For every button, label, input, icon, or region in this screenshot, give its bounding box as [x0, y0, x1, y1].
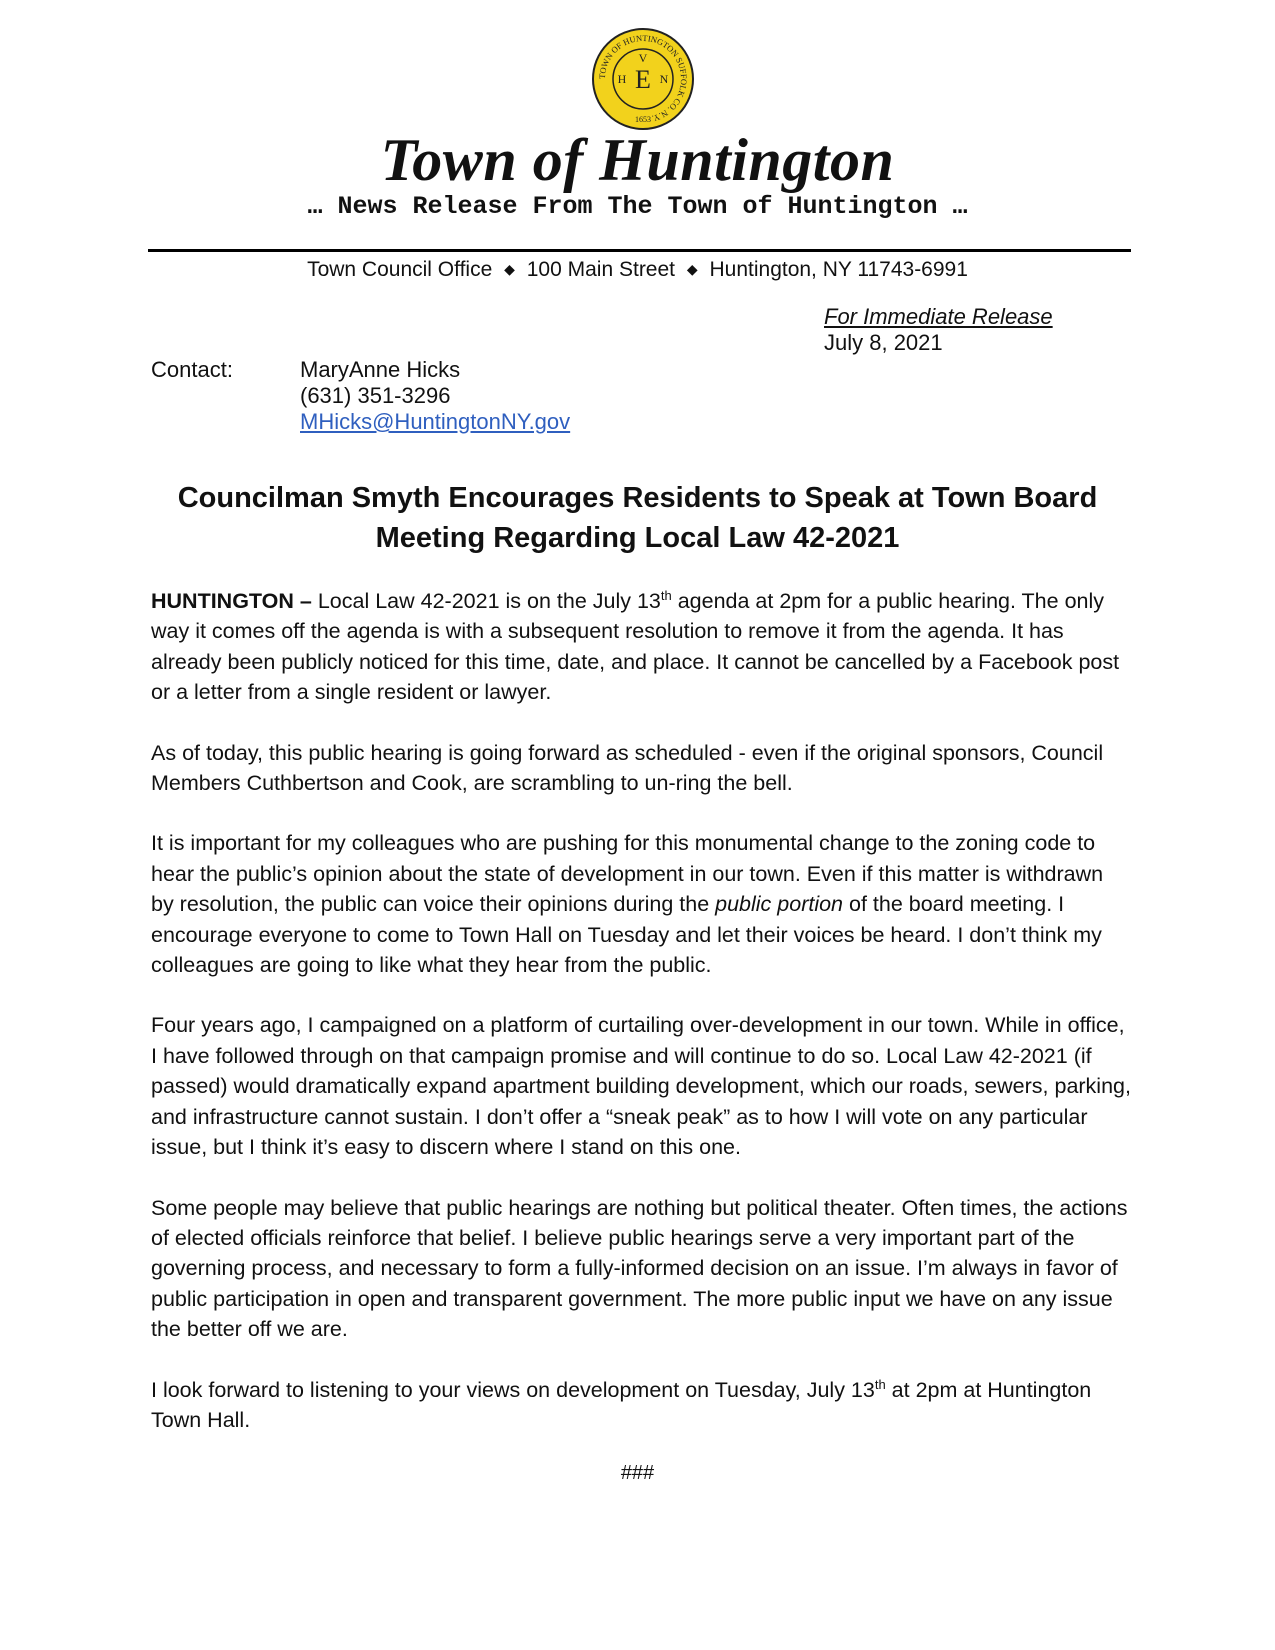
headline-line-1: Councilman Smyth Encourages Residents to Speak at Town Board — [177, 482, 1098, 514]
town-title: Town of Huntington — [380, 127, 895, 193]
seal-center-letter: E — [635, 65, 651, 94]
seal-ring-text: TOWN OF HUNTINGTON SUFFOLK CO. N.Y. — [596, 32, 690, 124]
end-mark: ### — [620, 1462, 655, 1484]
address-street: 100 Main Street — [526, 258, 676, 281]
contact-name: MaryAnne Hicks — [300, 357, 461, 382]
release-label: For Immediate Release — [824, 304, 1053, 329]
svg-text:H: H — [617, 72, 627, 86]
body-paragraph-5: Some people may believe that public hearings are nothing but political theater. Often times, the actions of elected officials reinforce that belief. I believe public hearings serve a very important part of the governing process, and necessary to form a fully-informed decision on an issue. I’m always in favor of public participation in open and transparent government. The more public input we have on any issue the better off we are. — [151, 1195, 1128, 1342]
diamond-separator-icon: ◆ — [686, 261, 698, 277]
office-address — [0, 255, 1275, 284]
news-release-subtitle: … News Release From The Town of Huntington … — [307, 192, 968, 221]
contact-email-link[interactable]: MHicks@HuntingtonNY.gov — [300, 409, 571, 434]
release-body — [151, 586, 1131, 1465]
release-block — [824, 304, 1053, 356]
svg-text:N: N — [659, 72, 669, 86]
body-paragraph-6: I look forward to listening to your views on development on Tuesday, July 13th at 2pm at Huntington Town Hall. — [151, 1376, 1092, 1432]
diamond-separator-icon: ◆ — [504, 261, 515, 277]
body-paragraph-3: It is important for my colleagues who are pushing for this monumental change to the zoning code to hear the public’s opinion about the state of development in our town. Even if this matter is withdrawn by resolution, the public can voice their opinions during the public portion of the board meeting. I encourage everyone to come to Town Hall on Tuesday and let their voices be heard. I don’t think my colleagues are going to like what they hear from the public. — [151, 831, 1104, 978]
public-portion-emphasis: public portion — [715, 892, 844, 917]
body-paragraph-2: As of today, this public hearing is going forward as scheduled - even if the original sponsors, Council Members Cuthbertson and Cook, are scrambling to un-ring the bell. — [151, 740, 1104, 796]
svg-text:V: V — [638, 51, 648, 65]
town-seal-logo — [590, 26, 696, 132]
body-paragraph-4: Four years ago, I campaigned on a platform of curtailing over-development in our town. While in office, I have followed through on that campaign promise and will continue to do so. Local Law 42-2021 (if passed) would dramatically expand apartment building development, which our roads, sewers, parking, and infrastructure cannot sustain. I don’t offer a “sneak peak” as to how I will vote on any particular issue, but I think it’s easy to discern where I stand on this one. — [151, 1013, 1131, 1160]
dateline: HUNTINGTON – — [151, 589, 312, 613]
headline — [140, 478, 1135, 558]
address-city: Huntington, NY 11743-6991 — [709, 258, 968, 281]
headline-line-2: Meeting Regarding Local Law 42-2021 — [375, 522, 900, 554]
seal-year: 1653 — [635, 115, 651, 124]
release-date: July 8, 2021 — [824, 330, 943, 355]
contact-phone: (631) 351-3296 — [300, 383, 451, 408]
body-paragraph-1: HUNTINGTON – Local Law 42-2021 is on the July 13th agenda at 2pm for a public hearing. The only way it comes off the agenda is with a subsequent resolution to remove it from the agenda. It has already been publicly noticed for this time, date, and place. It cannot be cancelled by a Facebook post or a letter from a single resident or lawyer. — [151, 587, 1120, 705]
contact-info — [300, 357, 570, 435]
address-office: Town Council Office — [307, 258, 493, 281]
contact-label: Contact: — [151, 357, 233, 382]
header-rule — [148, 249, 1131, 252]
